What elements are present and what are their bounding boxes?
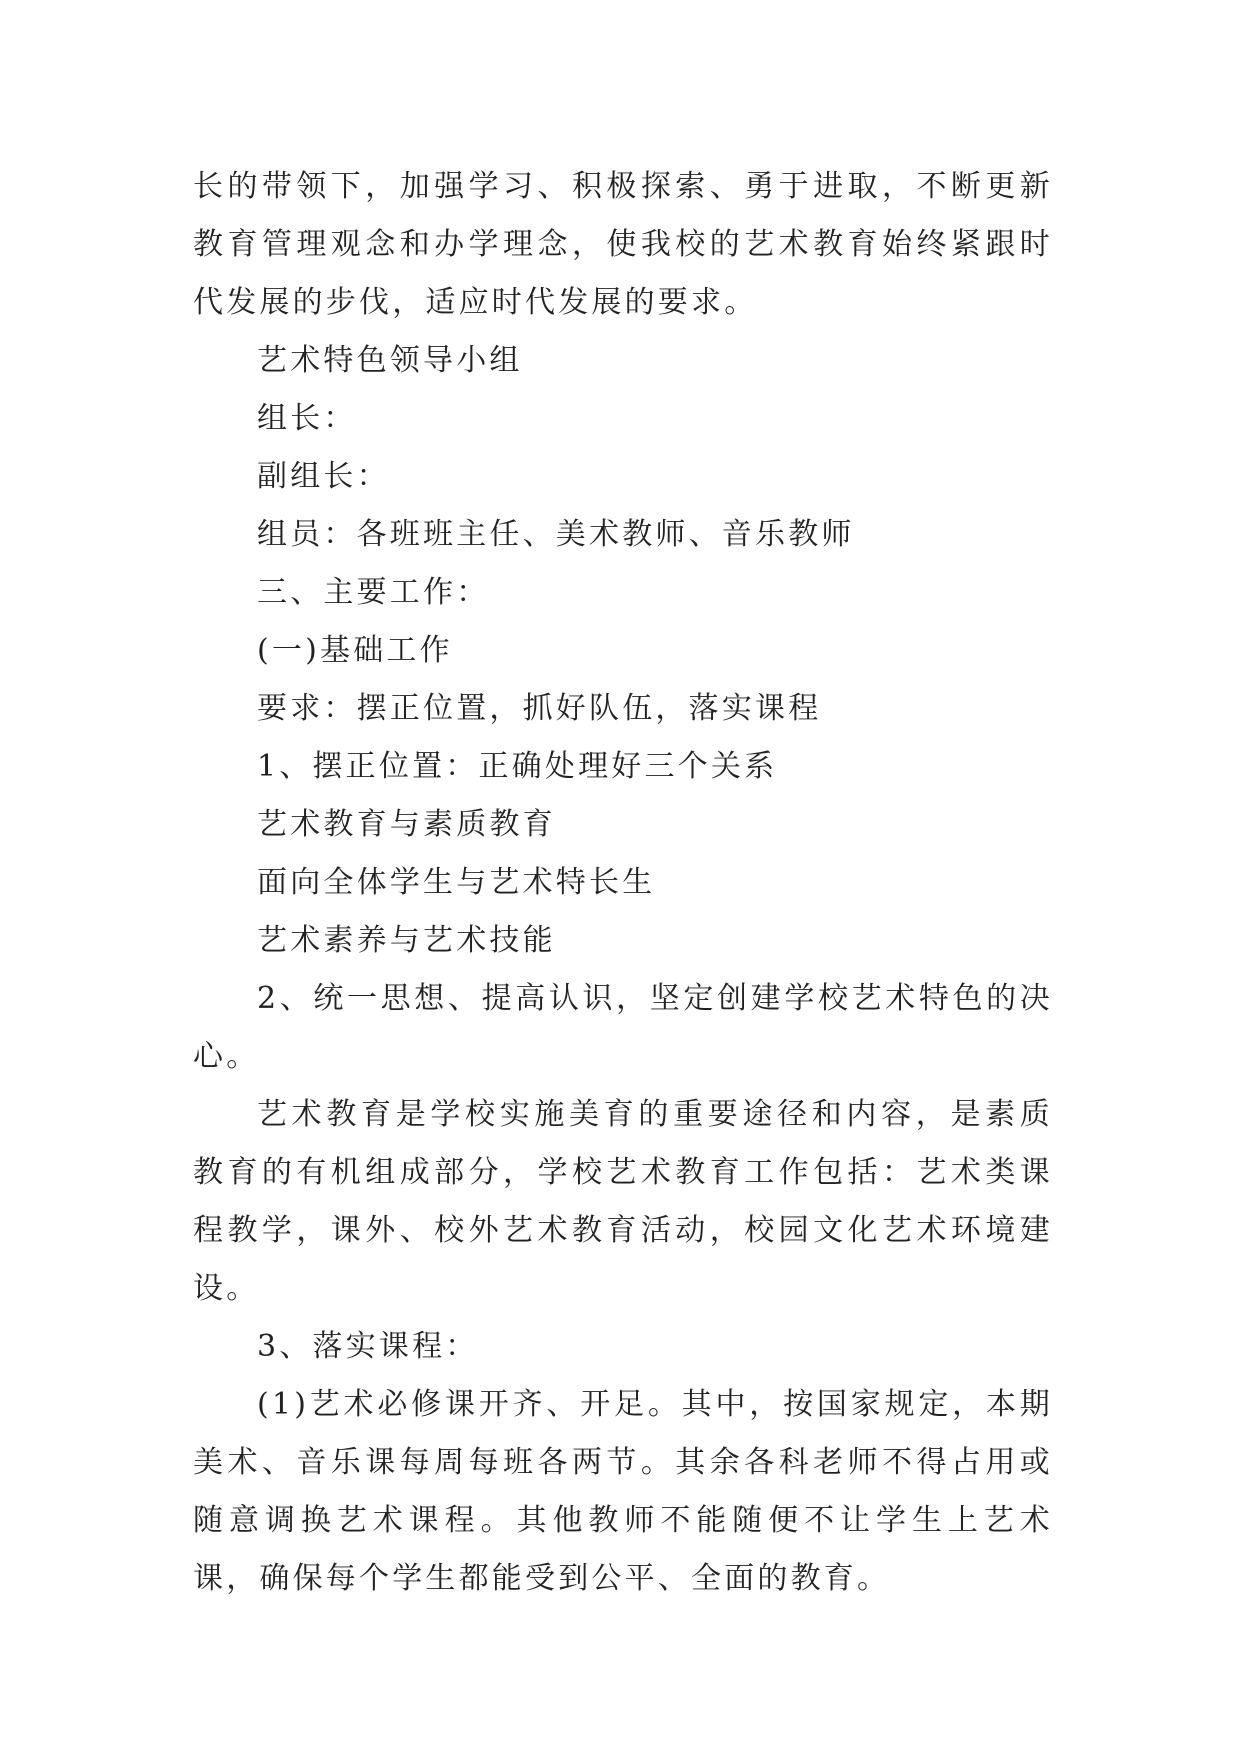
paragraph-art-education: 艺术教育是学校实施美育的重要途径和内容，是素质教育的有机组成部分，学校艺术教育工作包括：艺术类课程教学，课外、校外艺术教育活动，校园文化艺术环境建设。 xyxy=(193,1097,1053,1306)
paragraph-leader: 组长： xyxy=(257,401,357,436)
section-heading-main-work: 三、主要工作： xyxy=(257,575,490,610)
relation-item-2: 面向全体学生与艺术特长生 xyxy=(257,865,656,900)
paragraph-required-courses: (1)艺术必修课开齐、开足。其中，按国家规定，本期美术、音乐课每周每班各两节。其余各科老师不得占用或随意调换艺术课程。其他教师不能随便不让学生上艺术课，确保每个学生都能受到公平、全面的教育。 xyxy=(193,1387,1053,1596)
relation-item-3: 艺术素养与艺术技能 xyxy=(257,923,556,958)
relation-item-1: 艺术教育与素质教育 xyxy=(257,807,556,842)
paragraph-requirements: 要求：摆正位置，抓好队伍，落实课程 xyxy=(257,691,822,726)
list-item-2: 2、统一思想、提高认识，坚定创建学校艺术特色的决心。 xyxy=(193,981,1053,1074)
paragraph-members: 组员：各班班主任、美术教师、音乐教师 xyxy=(257,517,855,552)
list-item-3: 3、落实课程： xyxy=(257,1329,479,1364)
paragraph-continuation: 长的带领下，加强学习、积极探索、勇于进取，不断更新教育管理观念和办学理念，使我校的艺术教育始终紧跟时代发展的步伐，适应时代发展的要求。 xyxy=(193,169,1053,320)
paragraph-deputy-leader: 副组长： xyxy=(257,459,390,494)
paragraph-group-title: 艺术特色领导小组 xyxy=(257,343,523,378)
list-item-1: 1、摆正位置：正确处理好三个关系 xyxy=(257,749,778,784)
subsection-heading-basic-work: (一)基础工作 xyxy=(257,633,453,668)
document-body xyxy=(193,158,1053,1608)
